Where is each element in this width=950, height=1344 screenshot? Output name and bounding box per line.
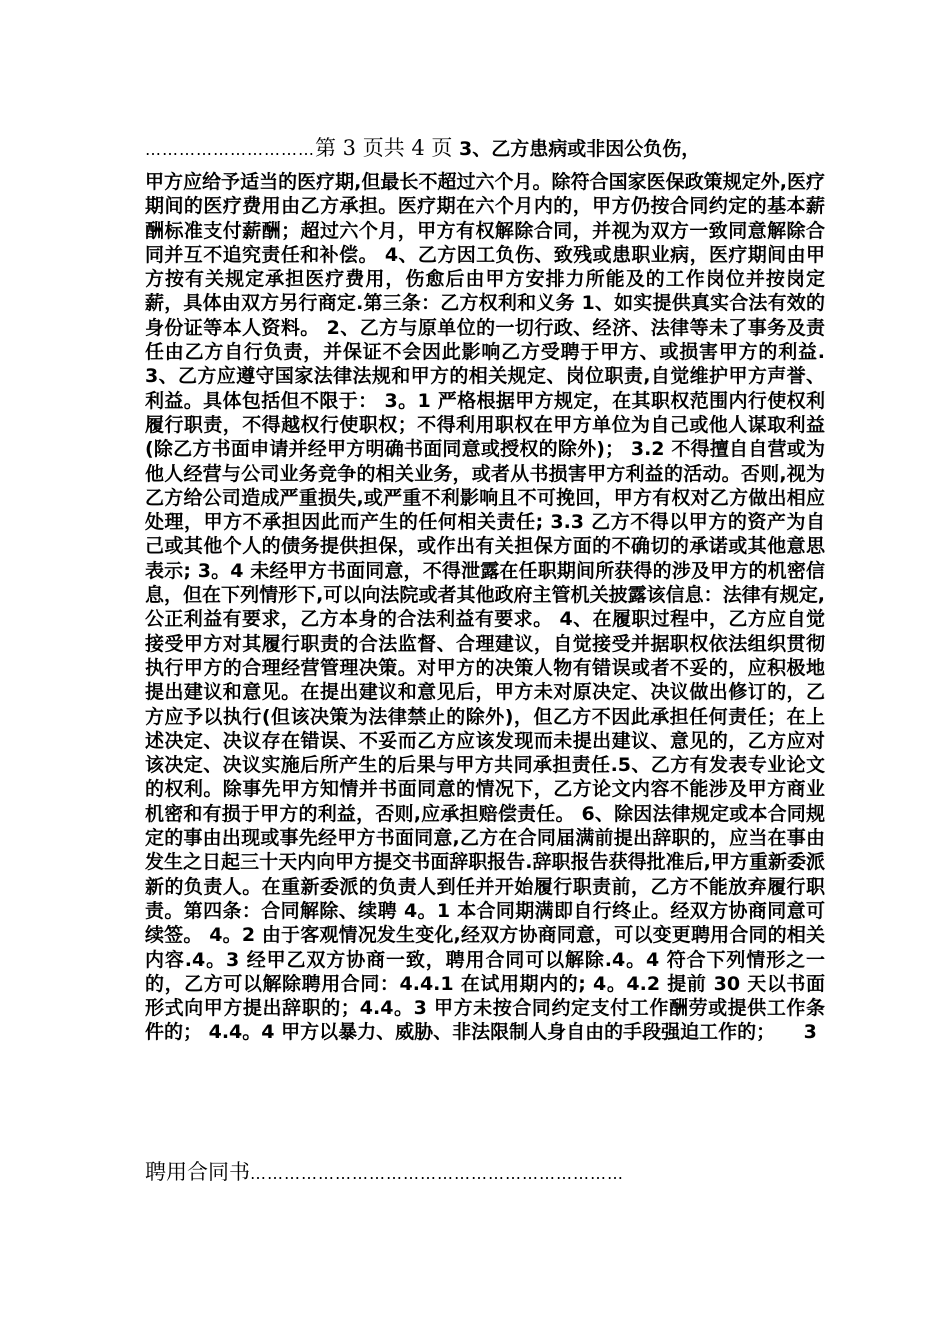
page-number-label: 第 3 页共 4 页 (315, 136, 453, 160)
page-header-line (145, 132, 835, 162)
page-footer-line (145, 1156, 835, 1186)
body-lead-text: 3、乙方患病或非因公负伤， (452, 138, 701, 160)
contract-body-text: 甲方应给予适当的医疗期,但最长不超过六个月。除符合国家医保政策规定外,医疗期间的医疗费用由乙方承担。医疗期在六个月内的，甲方仍按合同约定的基本薪酬标准支付薪酬；超过六个月，甲方有权解除合同，并视为双方一致同意解除合同并互不追究责任和补偿。 4、乙方因工负伤、致残或患职业病，医疗期间由甲方按有关规定承担医疗费用，伤愈后由甲方安排力所能及的工作岗位并按岗定薪，具体由双方另行商定.第三条：乙方权利和义务 1、如实提供真实合法有效的身份证等本人资料。 2、乙方与原单位的一切行政、经济、法律等未了事务及责任由乙方自行负责，并保证不会因此影响乙方受聘于甲方、或损害甲方的利益.3、乙方应遵守国家法律法规和甲方的相关规定、岗位职责,自觉维护甲方声誉、利益。具体包括但不限于： 3。1 严格根据甲方规定，在其职权范围内行使权利履行职责，不得越权行使职权；不得利用职权在甲方单位为自己或他人谋取利益(除乙方书面申请并经甲方明确书面同意或授权的除外)； 3.2 不得擅自自营或为他人经营与公司业务竞争的相关业务，或者从书损害甲方利益的活动。否则,视为乙方给公司造成严重损失,或严重不利影响且不可挽回，甲方有权对乙方做出相应处理，甲方不承担因此而产生的任何相关责任; 3.3 乙方不得以甲方的资产为自己或其他个人的债务提供担保，或作出有关担保方面的不确切的承诺或其他意思表示; 3。4 未经甲方书面同意，不得泄露在任职期间所获得的涉及甲方的机密信息，但在下列情形下,可以向法院或者其他政府主管机关披露该信息：法律有规定,公正利益有要求，乙方本身的合法利益有要求。 4、在履职过程中，乙方应自觉接受甲方对其履行职责的合法监督、合理建议，自觉接受并据职权依法组织贯彻执行甲方的合理经营管理决策。对甲方的决策人物有错误或者不妥的，应积极地提出建议和意见。在提出建议和意见后，甲方未对原决定、决议做出修订的，乙方应予以执行(但该决策为法律禁止的除外)，但乙方不因此承担任何责任；在上述决定、决议存在错误、不妥而乙方应该发现而未提出建议、意见的，乙方应对该决定、决议实施后所产生的后果与甲方共同承担责任.5、乙方有发表专业论文的权利。除事先甲方知情并书面同意的情况下，乙方论文内容不能涉及甲方商业机密和有损于甲方的利益，否则,应承担赔偿责任。 6、除因法律规定或本合同规定的事由出现或事先经甲方书面同意,乙方在合同届满前提出辞职的，应当在事由发生之日起三十天内向甲方提交书面辞职报告.辞职报告获得批准后,甲方重新委派新的负责人。在重新委派的负责人到任并开始履行职责前，乙方不能放弃履行职责。第四条：合同解除、续聘 4。1 本合同期满即自行终止。经双方协商同意可续签。 4。2 由于客观情况发生变化,经双方协商同意，可以变更聘用合同的相关内容.4。3 经甲乙双方协商一致，聘用合同可以解除.4。4 符合下列情形之一的，乙方可以解除聘用合同：4.4.1 在试用期内的; 4。4.2 提前 30 天以书面形式向甲方提出辞职的；4.4。3 甲方未按合同约定支付工作酬劳或提供工作条件的； 4.4。4 甲方以暴力、威胁、非法限制人身自由的手段强迫工作的； 3 (145, 171, 825, 1044)
document-title: 聘用合同书 (145, 1160, 250, 1184)
leader-dots: ………………………… (145, 140, 315, 159)
leader-dots: ………………………………………………………… (250, 1164, 624, 1183)
